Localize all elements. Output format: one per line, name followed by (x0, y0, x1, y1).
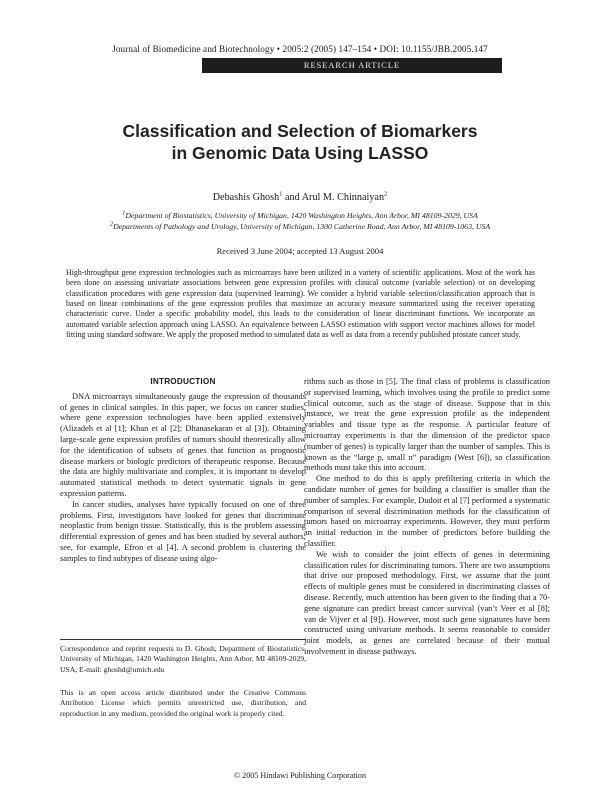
body-paragraph: In cancer studies, analyses have typically focused on one of three problems. First, investigators have looked for genes that discriminate neoplastic from benign tissue. Statistically, this is the problem assessing differential expression of genes and has been studied by several authors; see, for example, Efron et al [4]. A second problem is clustering the samples to find subtypes of disease using algo- (60, 499, 306, 563)
license-footnote: This is an open access article distributed under the Creative Commons Attribution License which permits unrestricted use, distribution, and reproduction in any medium, provided the original work is properly cited. (60, 688, 306, 718)
received-dates: Received 3 June 2004; accepted 13 August 2004 (216, 246, 384, 256)
abstract: High-throughput gene expression technologies such as microarrays have been utilized in a variety of scientific applications. Most of the work has been done on assessing univariate associations between gene expression profiles with clinical outcome (variable selection) or on developing classification procedures with gene expression data (supervised learning). We consider a hybrid variable selection/classification approach that is based on linear combinations of the gene expression profiles that maximize an accuracy measure summarized using the receiver operating characteristic curve. Under a specific probability model, this leads to the consideration of linear discriminant functions. We incorporate an automated variable selection approach using LASSO. An equivalence between LASSO estimation with support vector machines allows for model fitting using standard software. We apply the proposed method to simulated data as well as data from a recently published prostate cancer study. (66, 268, 535, 340)
article-type-bar (202, 58, 502, 73)
affiliation-marker: 1 (279, 190, 283, 198)
correspondence-footnote: Correspondence and reprint requests to D. Ghosh, Department of Biostatistics, University of Michigan, 1420 Washington Heights, Ann Arbor, MI 48109-2029, USA, E-mail: ghoshd@umich.edu (60, 644, 306, 674)
article-type-label: RESEARCH ARTICLE (303, 61, 401, 70)
affiliation-marker: 2 (384, 190, 388, 198)
author-name: Debashis Ghosh (212, 192, 280, 203)
body-paragraph: DNA microarrays simultaneously gauge the expression of thousands of genes in clinical samples. In this paper, we focus on cancer studies, where gene expression technologies have been applied extensively (Alizadeh et al [1]; Khan et al [2]; Dhanasekaran et al [3]). Obtaining large-scale gene expression profiles of tumors should theoretically allow for the identification of subsets of genes that function as prognostic disease markers or biologic predictors of therapeutic response. Because the data are highly multivariate and complex, it is important to develop automated statistical methods to detect systematic signals in gene expression patterns. (60, 391, 306, 498)
body-paragraph: rithms such as those in [5]. The final class of problems is classification or supervised learning, which involves using the profile to predict some clinical outcome, such as the stage of disease. Suppose that in this instance, we treat the gene expression profile as the independent variables and tissue type as the response. A particular feature of microarray experiments is that the dimension of the predictor space (number of genes) is typically larger than the number of samples. This is known as the “large p, small n” paradigm (West [6]), so classification methods must take this into account. (304, 377, 550, 473)
article-title (60, 120, 540, 164)
body-paragraph: We wish to consider the joint effects of genes in determining classification rules for discriminating tumors. There are two assumptions that drive our proposed methodology. First, we assume that the joint effects of multiple genes must be considered in discriminating classes of disease. Recently, much attention has been given to the finding that a 70-gene signature can predict breast cancer survival (van’t Veer et al [8]; van de Vijver et al [9]). However, most such gene signatures have been constructed using univariate methods. It seems reasonable to consider joint models, as genes are correlated because of their mutual involvement in disease pathways. (304, 549, 550, 656)
article-title-line-1: Classification and Selection of Biomarkers (122, 121, 478, 141)
affiliation-1 (30, 211, 570, 220)
affiliation-text: Department of Biostatistics, University of Michigan, 1420 Washington Heights, Ann Arbor, MI 48109-2029, USA (125, 211, 478, 220)
article-title-line-2: in Genomic Data Using LASSO (171, 143, 429, 163)
author-conjunction: and (285, 192, 300, 203)
author-list (0, 192, 600, 203)
affiliation-text: Departments of Pathology and Urology, University of Michigan, 1300 Catherine Road, Ann Arbor, MI 48109-1063, USA (113, 222, 491, 231)
body-column-left (60, 377, 306, 565)
body-column-right (304, 377, 550, 658)
journal-header: Journal of Biomedicine and Biotechnology • 2005:2 (2005) 147–154 • DOI: 10.1155/JBB.2005.147 (112, 44, 488, 54)
body-paragraph: One method to do this is apply prefiltering criteria in which the candidate number of genes for building a classifier is smaller than the number of samples. For example, Dudoit et al [7] performed a systematic comparison of several discrimination methods for the classification of tumors based on microarray experiments. However, they must perform an initial reduction in the number of predictors before building the classifier. (304, 474, 550, 548)
affiliation-marker: 2 (109, 220, 114, 228)
affiliation-marker: 1 (122, 209, 126, 217)
footnote-divider (60, 639, 306, 640)
copyright-notice: © 2005 Hindawi Publishing Corporation (233, 771, 367, 780)
author-name: Arul M. Chinnaiyan (301, 192, 385, 203)
section-heading: INTRODUCTION (150, 377, 216, 386)
affiliation-2 (30, 222, 570, 231)
